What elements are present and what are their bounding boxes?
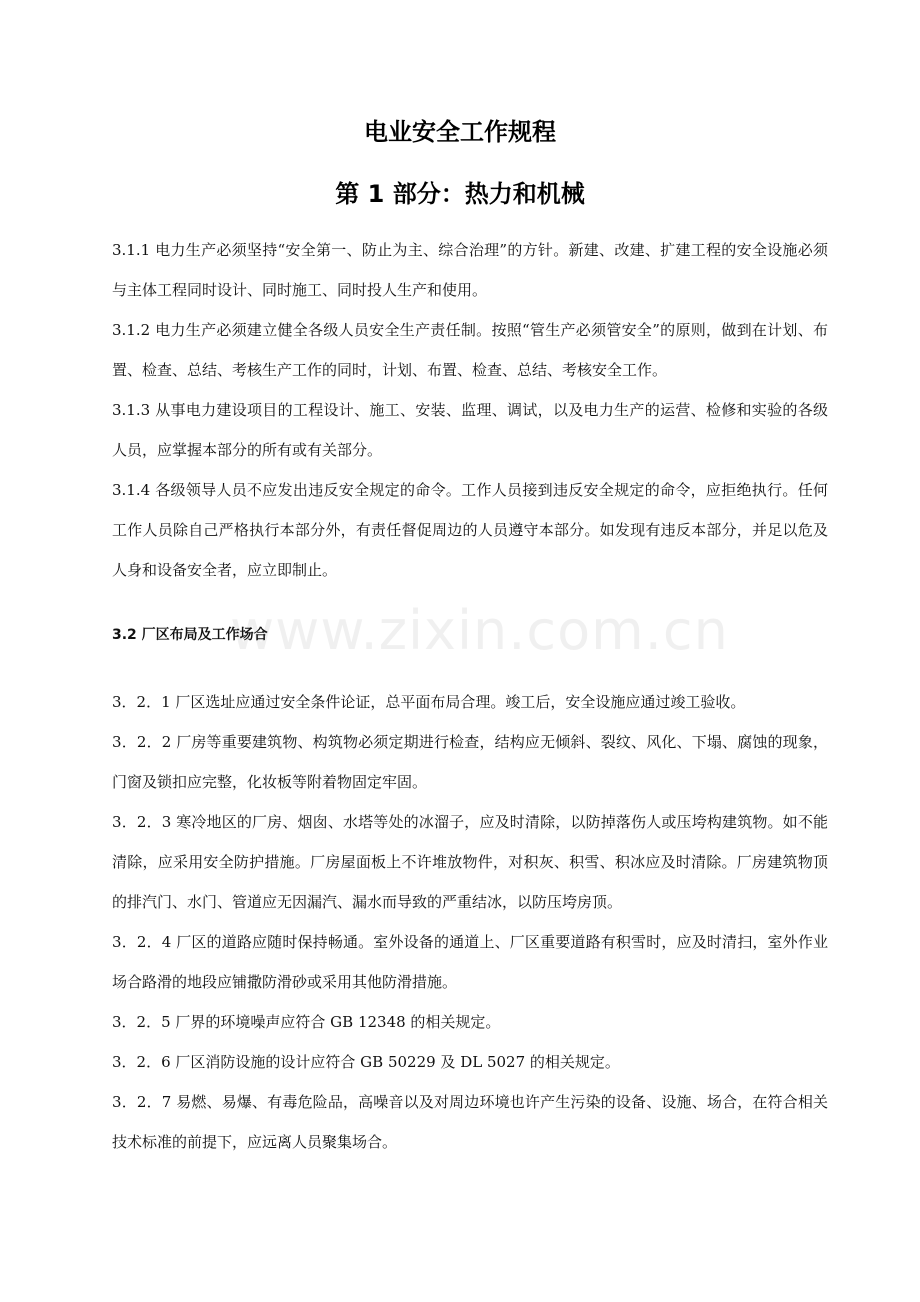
- section-heading-3-2: 3.2 厂区布局及工作场合: [112, 627, 268, 643]
- clause-3-1-4: 3.1.4 各级领导人员不应发出违反安全规定的命令。工作人员接到违反安全规定的命令，应拒绝执行。任何工作人员除自己严格执行本部分外，有责任督促周边的人员遵守本部分。如发现有违反本部分，并足以危及人身和设备安全者，应立即制止。: [112, 481, 828, 579]
- clause-3-1-2: 3.1.2 电力生产必须建立健全各级人员安全生产责任制。按照“管生产必须管安全”的原则，做到在计划、布置、检查、总结、考核生产工作的同时，计划、布置、检查、总结、考核安全工作。: [112, 321, 828, 379]
- clause-3-2-5: 3．2．5 厂界的环境噪声应符合 GB 12348 的相关规定。: [112, 1013, 501, 1031]
- clause-3-1-3: 3.1.3 从事电力建设项目的工程设计、施工、安装、监理、调试，以及电力生产的运营、检修和实验的各级人员，应掌握本部分的所有或有关部分。: [112, 401, 828, 459]
- document-title: 电业安全工作规程: [364, 118, 556, 146]
- clause-3-2-3: 3．2．3 寒冷地区的厂房、烟囱、水塔等处的冰溜子，应及时清除，以防掉落伤人或压垮构建筑物。如不能清除，应采用安全防护措施。厂房屋面板上不许堆放物件，对积灰、积雪、积冰应及时清除。厂房建筑物顶的排汽门、水门、管道应无因漏汽、漏水而导致的严重结冰，以防压垮房顶。: [112, 813, 828, 911]
- clause-3-2-6: 3．2．6 厂区消防设施的设计应符合 GB 50229 及 DL 5027 的相关规定。: [112, 1053, 620, 1071]
- clause-3-2-2: 3．2．2 厂房等重要建筑物、构筑物必须定期进行检查，结构应无倾斜、裂纹、风化、下塌、腐蚀的现象，门窗及锁扣应完整，化妆板等附着物固定牢固。: [112, 733, 828, 791]
- clause-3-2-4: 3．2．4 厂区的道路应随时保持畅通。室外设备的通道上、厂区重要道路有积雪时，应及时清扫，室外作业场合路滑的地段应铺撒防滑砂或采用其他防滑措施。: [112, 933, 828, 991]
- clause-3-2-1: 3．2．1 厂区选址应通过安全条件论证，总平面布局合理。竣工后，安全设施应通过竣工验收。: [112, 693, 746, 711]
- document-subtitle: 第 1 部分：热力和机械: [335, 180, 585, 208]
- clause-3-1-1: 3.1.1 电力生产必须坚持“安全第一、防止为主、综合治理”的方针。新建、改建、扩建工程的安全设施必须与主体工程同时设计、同时施工、同时投人生产和使用。: [112, 241, 828, 299]
- clause-3-2-7: 3．2．7 易燃、易爆、有毒危险品，高噪音以及对周边环境也许产生污染的设备、设施、场合，在符合相关技术标准的前提下，应远离人员聚集场合。: [112, 1093, 828, 1151]
- watermark-text: www.zixin.com.cn: [230, 599, 729, 662]
